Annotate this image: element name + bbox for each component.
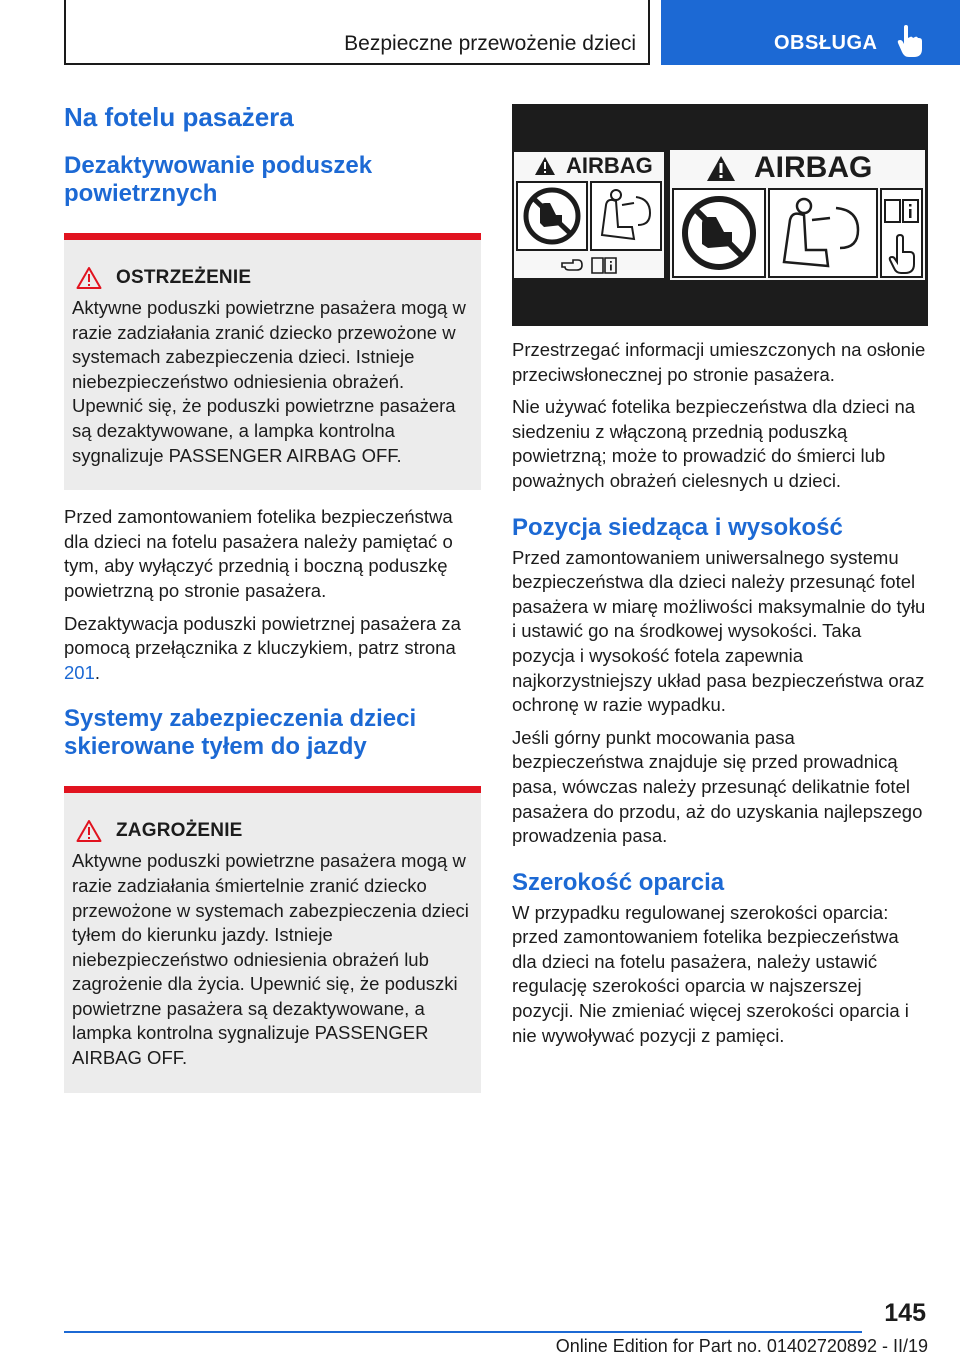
heading-airbag-deactivation: Dezaktywowanie poduszek powietrznych xyxy=(64,152,373,207)
no-child-seat-icon xyxy=(674,190,764,276)
airbag-deploy-icon xyxy=(592,183,660,249)
airbag-deploy-cell xyxy=(768,188,878,278)
chapter-tab[interactable] xyxy=(661,0,960,65)
child-seat-prohibited-cell xyxy=(672,188,766,278)
page-reference-link[interactable]: 201 xyxy=(64,661,95,683)
warning-text: Aktywne poduszki powietrzne pasażera mogą w razie zadziałania zranić dziecko przewożone w systemach zabezpieczenia dzieci. Istnieje niebezpieczeństwo odniesienia obrażeń. Upewnić się, że poduszki powietrzne pasażera są dezaktywowane, a lampka kontrolna sygnalizuje PASSENGER AIRBAG OFF. xyxy=(72,297,466,466)
danger-title: ZAGROŻENIE xyxy=(116,820,243,842)
header-section-box xyxy=(64,0,650,65)
manual-info-icon xyxy=(882,192,921,232)
edition-info: Online Edition for Part no. 01402720892 - II/19 xyxy=(555,1336,928,1356)
airbag-warning-labels-image xyxy=(512,104,928,326)
warning-title: OSTRZEŻENIE xyxy=(116,267,252,288)
warning-triangle-icon xyxy=(76,266,102,290)
danger-box xyxy=(64,786,481,1092)
warning-box xyxy=(64,233,481,490)
page-heading: Na fotelu pasażera xyxy=(64,102,294,132)
airbag-deploy-cell xyxy=(590,181,662,251)
paragraph: Jeśli górny punkt mocowania pasa bezpieczeństwa znajduje się przed prowadnicą pasa, wówczas należy przesunąć delikatnie fotel pasażera do przodu, aż do uzyskania najlepszego prowadzenia pasa. xyxy=(512,726,923,847)
paragraph: Przed zamontowaniem fotelika bezpieczeństwa dla dzieci na fotelu pasażera należy pamiętać o tym, aby wyłączyć przednią i boczną poduszkę powietrzną po stronie pasażera. xyxy=(64,506,453,601)
section-title: Bezpieczne przewożenie dzieci xyxy=(344,32,636,55)
paragraph: Nie używać fotelika bezpieczeństwa dla dzieci na siedzeniu z włączoną przednią poduszką powietrzną; może to prowadzić do śmierci lub poważnych obrażeń cielesnych u dzieci. xyxy=(512,396,916,491)
hand-pointer-icon xyxy=(897,24,923,58)
page-number: 145 xyxy=(884,1299,926,1327)
airbag-deploy-icon xyxy=(770,190,876,276)
airbag-label-large xyxy=(670,150,925,280)
heading-rear-facing-systems: Systemy zabezpieczenia dzieci skierowane tyłem do jazdy xyxy=(64,705,417,761)
left-column xyxy=(64,100,481,1093)
heading-seat-position: Pozycja siedząca i wysokość xyxy=(512,513,843,541)
airbag-label-small xyxy=(514,152,664,278)
airbag-label-large-text: AIRBAG xyxy=(754,151,873,184)
chapter-tab-label: OBSŁUGA xyxy=(774,32,878,54)
paragraph: Przestrzegać informacji umieszczonych na osłonie przeciwsłonecznej po stronie pasażera. xyxy=(512,339,926,385)
hand-pointer-icon xyxy=(561,257,583,273)
paragraph-with-link xyxy=(64,612,481,686)
paragraph-text-end: . xyxy=(94,661,101,683)
heading-backrest-width: Szerokość oparcia xyxy=(512,868,725,896)
manual-info-icon xyxy=(591,256,617,274)
no-child-seat-icon xyxy=(518,183,586,249)
footer-divider xyxy=(64,1331,862,1333)
child-seat-prohibited-cell xyxy=(516,181,588,251)
right-column xyxy=(512,104,928,1048)
warning-triangle-icon xyxy=(76,819,102,843)
airbag-label-small-text: AIRBAG xyxy=(566,153,653,178)
paragraph: W przypadku regulowanej szerokości oparcia: przed zamontowaniem fotelika bezpieczeństwa dla dzieci na fotelu pasażera, należy ustawić regulację szerokości oparcia w najszerszej pozycji. Nie zmieniać więcej szerokości oparcia i nie wywoływać pozycji z pamięci. xyxy=(512,901,909,1046)
hand-pointer-icon xyxy=(882,232,921,276)
paragraph-text: Dezaktywacja poduszki powietrznej pasażera za pomocą przełącznika z kluczykiem, patrz strona xyxy=(64,612,461,659)
warning-triangle-icon xyxy=(534,156,556,176)
danger-text: Aktywne poduszki powietrzne pasażera mogą w razie zadziałania śmiertelnie zranić dziecko przewożone w systemach zabezpieczenia dzieci tyłem do kierunku jazdy. Istnieje niebezpieczeństwo odniesienia obrażeń lub zagrożenie dla życia. Upewnić się, że poduszki powietrzne pasażera są dezaktywowane, a lampka kontrolna sygnalizuje PASSENGER AIRBAG OFF. xyxy=(72,850,469,1069)
manual-reference-cell xyxy=(880,188,923,278)
warning-triangle-icon xyxy=(706,155,736,182)
paragraph: Przed zamontowaniem uniwersalnego systemu bezpieczeństwa dla dzieci należy przesunąć fotel pasażera w miarę możliwości maksymalnie do tyłu i ustawić go na środkowej wysokości. Taka pozycja i wysokość fotela zapewnia najkorzystniejszy układ pasa bezpieczeństwa oraz ochronę w razie wypadku. xyxy=(512,546,926,716)
